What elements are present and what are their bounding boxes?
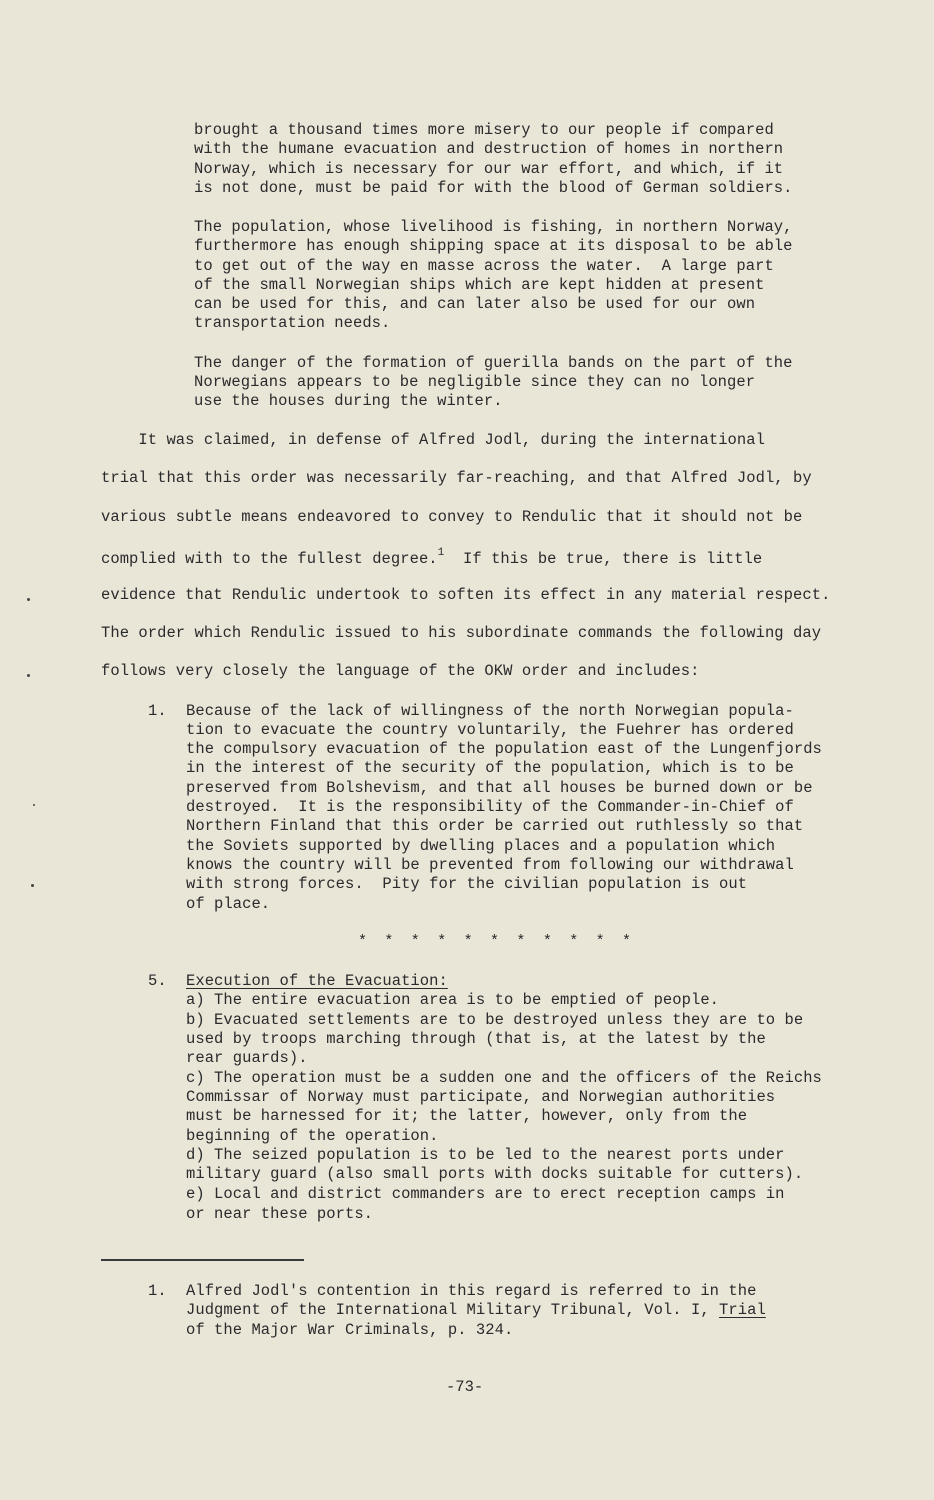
footnote-number: 1.	[148, 1282, 167, 1300]
footnote-text: Judgment of the International Military Tribunal, Vol. I,	[186, 1301, 710, 1319]
scan-speck	[27, 598, 30, 601]
body-line: It was claimed, in defense of Alfred Jodl, during the international	[101, 431, 765, 449]
body-line: evidence that Rendulic undertook to soften its effect in any material respect.	[101, 586, 831, 604]
body-line: various subtle means endeavored to convey to Rendulic that it should not be	[101, 508, 803, 526]
order-item-line: the compulsory evacuation of the population east of the Lungenfjords	[186, 740, 822, 758]
quote-line: brought a thousand times more misery to our people if compared	[194, 121, 774, 139]
quote-line: The population, whose livelihood is fishing, in northern Norway,	[194, 218, 793, 236]
order-item-line: used by troops marching through (that is, at the latest by the	[186, 1030, 766, 1048]
order-item-line: c) The operation must be a sudden one and the officers of the Reichs	[186, 1069, 822, 1087]
quote-line: to get out of the way en masse across the water. A large part	[194, 257, 774, 275]
quote-line: use the houses during the winter.	[194, 392, 503, 410]
quote-line: furthermore has enough shipping space at its disposal to be able	[194, 237, 793, 255]
page-number: -73-	[446, 1378, 484, 1396]
order-item-line: d) The seized population is to be led to the nearest ports under	[186, 1146, 785, 1164]
quote-line: can be used for this, and can later also be used for our own	[194, 295, 756, 313]
quote-line: The danger of the formation of guerilla bands on the part of the	[194, 354, 793, 372]
order-item-line: the Soviets supported by dwelling places and a population which	[186, 837, 776, 855]
body-line: The order which Rendulic issued to his subordinate commands the following day	[101, 624, 822, 642]
order-item-line: of place.	[186, 895, 271, 913]
quote-line: is not done, must be paid for with the blood of German soldiers.	[194, 179, 793, 197]
footnote-title: Trial	[719, 1301, 766, 1319]
body-line-with-footnote	[101, 546, 762, 569]
footnote-marker: 1	[437, 547, 445, 559]
body-line-text: complied with to the fullest degree.	[101, 550, 438, 569]
order-item-line: beginning of the operation.	[186, 1127, 439, 1145]
order-item-line: a) The entire evacuation area is to be emptied of people.	[186, 991, 720, 1009]
order-item-line: b) Evacuated settlements are to be destroyed unless they are to be	[186, 1011, 804, 1029]
order-item-line: knows the country will be prevented from following our withdrawal	[186, 856, 794, 874]
scan-speck	[31, 884, 34, 887]
order-item-line: Northern Finland that this order be carried out ruthlessly so that	[186, 817, 804, 835]
scan-speck	[27, 674, 30, 677]
footnote-divider	[101, 1259, 304, 1261]
body-line-tail: If this be true, there is little	[444, 550, 763, 569]
order-item-line: preserved from Bolshevism, and that all houses be burned down or be	[186, 779, 813, 797]
quote-line: with the humane evacuation and destruction of homes in northern	[194, 140, 784, 158]
order-item-line: destroyed. It is the responsibility of the Commander-in-Chief of	[186, 798, 794, 816]
order-item-heading: Execution of the Evacuation:	[186, 972, 448, 990]
quote-line: Norway, which is necessary for our war effort, and which, if it	[194, 160, 784, 178]
order-item-line: e) Local and district commanders are to erect reception camps in	[186, 1185, 785, 1203]
footnote-line: Alfred Jodl's contention in this regard is referred to in the	[186, 1282, 757, 1300]
order-item-number: 5.	[148, 972, 167, 990]
order-item-line: must be harnessed for it; the latter, however, only from the	[186, 1107, 748, 1125]
scan-speck	[33, 804, 35, 806]
order-item-line: or near these ports.	[186, 1205, 374, 1223]
order-item-line: military guard (also small ports with docks suitable for cutters).	[186, 1165, 804, 1183]
order-item-line: tion to evacuate the country voluntarily, the Fuehrer has ordered	[186, 721, 794, 739]
order-item-line: in the interest of the security of the population, which is to be	[186, 759, 794, 777]
body-line: follows very closely the language of the OKW order and includes:	[101, 662, 700, 680]
quote-line: Norwegians appears to be negligible since they can no longer	[194, 373, 756, 391]
asterisk-separator: * * * * * * * * * * *	[358, 933, 636, 950]
body-line: trial that this order was necessarily far-reaching, and that Alfred Jodl, by	[101, 469, 812, 487]
order-item-line: Because of the lack of willingness of the north Norwegian popula-	[186, 702, 794, 720]
order-item-number: 1.	[148, 702, 167, 720]
order-item-line: Commissar of Norway must participate, and Norwegian authorities	[186, 1088, 776, 1106]
footnote-line	[186, 1301, 766, 1320]
order-item-line: rear guards).	[186, 1049, 308, 1067]
quote-line: transportation needs.	[194, 314, 391, 332]
quote-line: of the small Norwegian ships which are kept hidden at present	[194, 276, 765, 294]
footnote-line: of the Major War Criminals, p. 324.	[186, 1321, 514, 1339]
order-item-line: with strong forces. Pity for the civilian population is out	[186, 875, 748, 893]
